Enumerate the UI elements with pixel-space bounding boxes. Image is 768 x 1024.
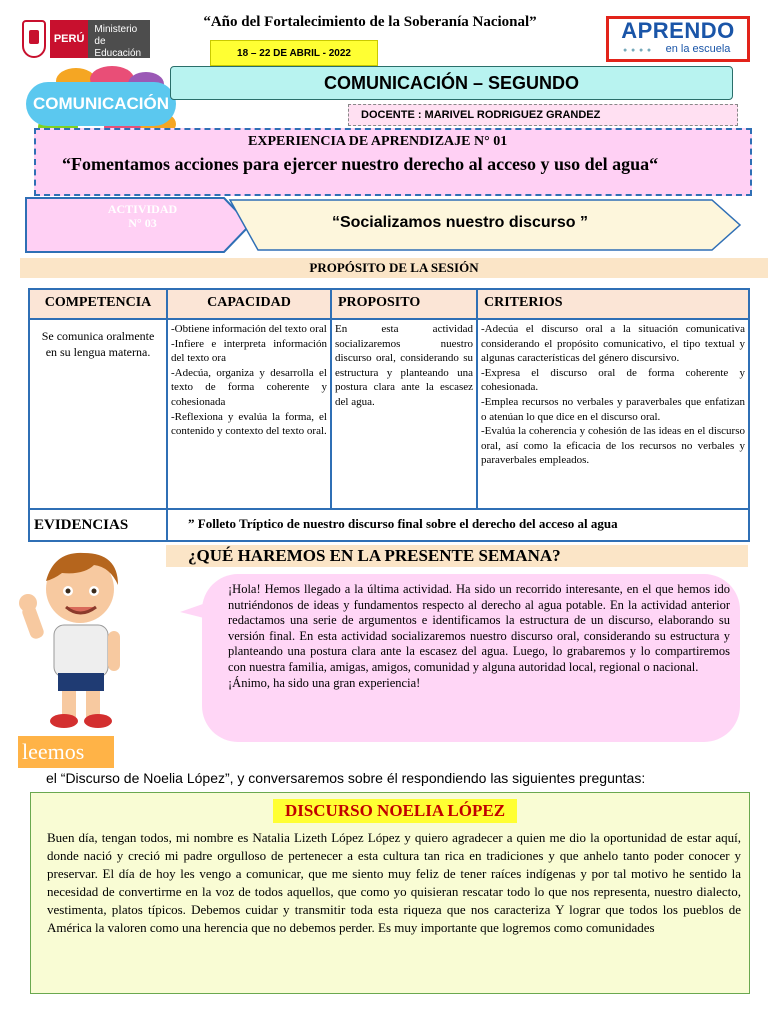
- ministry-label: Ministerio de Educación: [88, 20, 150, 58]
- aprendo-logo: [606, 16, 750, 62]
- criterios-cell: [477, 319, 749, 509]
- evidencias-label: EVIDENCIAS: [29, 509, 167, 541]
- peru-label: PERÚ: [50, 20, 89, 58]
- criterio-item: -Adecúa el discurso oral a la situación comunicativa considerando el propósito comunicativo, el tipo textual y algunas características del género discursivo.: [481, 323, 745, 365]
- ministry-logo: [22, 14, 150, 64]
- boy-illustration-icon: [14, 545, 164, 733]
- activity-title: “Socializamos nuestro discurso ”: [331, 214, 589, 231]
- proposito-cell: En esta actividad socializaremos nuestro discurso oral, considerando su estructura y planteando una postura clara ante la escasez del agua.: [331, 319, 477, 509]
- reading-intro: el “Discurso de Noelia López”, y conversaremos sobre él respondiendo las siguientes preguntas:: [46, 770, 646, 786]
- criterio-item: -Evalúa la coherencia y cohesión de las ideas en el discurso oral, así como la eficacia de los recursos no verbales y paraverbales empleados.: [481, 425, 745, 467]
- speech-text: ¡Hola! Hemos llegado a la última actividad. Ha sido un recorrido interesante, en el que hemos ido nutriéndonos de ideas y fundamentos respecto al derecho al agua potable. En la actividad anterior redactamos una serie de argumentos e identificamos la estructura de un discurso, elaborando su versión final. En esta actividad socializaremos nuestro discurso oral, considerando su estructura y planteando una postura clara ante la escasez del agua. Luego, lo grabaremos y lo compartiremos con nuestra familia, amigas, amigos, comunidad y alguna autoridad local, regional o nacional.: [228, 582, 730, 674]
- table-row: [29, 319, 749, 509]
- session-table: [28, 288, 750, 542]
- header-competencia: COMPETENCIA: [29, 289, 167, 319]
- competencia-cell: Se comunica oralmente en su lengua materna.: [29, 319, 167, 509]
- activity-label-line2: N° 03: [128, 216, 157, 230]
- experience-box: [34, 128, 752, 196]
- header-criterios: CRITERIOS: [477, 289, 749, 319]
- speech-document-box: [30, 792, 750, 994]
- speech-document-title: DISCURSO NOELIA LÓPEZ: [273, 799, 517, 823]
- purpose-heading: PROPÓSITO DE LA SESIÓN: [20, 258, 768, 278]
- aprendo-title: APRENDO: [621, 18, 735, 43]
- activity-label: [60, 202, 225, 230]
- leemos-label: leemos: [18, 736, 114, 768]
- week-heading: ¿QUÉ HAREMOS EN LA PRESENTE SEMANA?: [166, 545, 748, 567]
- capacidad-item: -Reflexiona y evalúa la forma, el contenido y contexto del texto oral.: [171, 410, 327, 438]
- criterio-item: -Emplea recursos no verbales y paraverbales que enfatizan o atenúan lo que dice en el discurso oral.: [481, 395, 745, 423]
- speech-closing: ¡Ánimo, ha sido una gran experiencia!: [228, 675, 421, 690]
- capacidad-cell: [167, 319, 331, 509]
- experience-title: EXPERIENCIA DE APRENDIZAJE N° 01: [248, 134, 508, 149]
- course-title: COMUNICACIÓN – SEGUNDO: [170, 66, 733, 100]
- dots-icon: ● ● ● ●: [623, 46, 653, 54]
- capacidad-item: -Infiere e interpreta información del texto ora: [171, 337, 327, 365]
- teacher-name: DOCENTE : MARIVEL RODRIGUEZ GRANDEZ: [348, 104, 738, 126]
- activity-label-line1: ACTIVIDAD: [107, 202, 178, 216]
- evidencias-text: ” Folleto Tríptico de nuestro discurso final sobre el derecho del acceso al agua: [167, 509, 749, 541]
- evidencias-row: [29, 509, 749, 541]
- header-capacidad: CAPACIDAD: [167, 289, 331, 319]
- table-header-row: [29, 289, 749, 319]
- criterio-item: -Expresa el discurso oral de forma coherente y cohesionada.: [481, 366, 745, 394]
- header-proposito: PROPOSITO: [331, 289, 477, 319]
- year-title: “Año del Fortalecimiento de la Soberanía Nacional”: [203, 14, 537, 30]
- speech-document-text: Buen día, tengan todos, mi nombre es Natalia Lizeth López López y quiero agradecer a quien me dio la oportunidad de estar aquí, donde nació y creció mi padre orgulloso de pertenecer a esta cultura tan rica en tradiciones y que anhelo tanto poder conocer y preservar. El día de hoy les vengo a comunicar, que me siento muy feliz de tener raíces indígenas y por tal motivo he sentido la necesidad de convertirme en la voz de todos aquellos, que como yo quisieran rescatar todo lo que nos representa, nuestro dialecto, vestimenta, platos típicos. Debemos cuidar y transmitir toda esta riqueza que nos caracteriza Y lograr que todos los pueblos de América la valoren como una herencia que no debemos perder. Es muy importante que logremos como comunidades: [47, 830, 741, 935]
- speech-bubble: [202, 574, 740, 742]
- date-range: 18 – 22 DE ABRIL - 2022: [210, 40, 378, 66]
- aprendo-subtitle: en la escuela: [665, 43, 731, 55]
- experience-quote: “Fomentamos acciones para ejercer nuestro derecho al acceso y uso del agua“: [62, 154, 659, 174]
- capacidad-item: -Adecúa, organiza y desarrolla el texto de forma coherente y cohesionada: [171, 366, 327, 408]
- capacidad-item: -Obtiene información del texto oral: [171, 323, 327, 335]
- peru-shield-icon: [22, 20, 46, 58]
- subject-label: COMUNICACIÓN: [26, 82, 176, 126]
